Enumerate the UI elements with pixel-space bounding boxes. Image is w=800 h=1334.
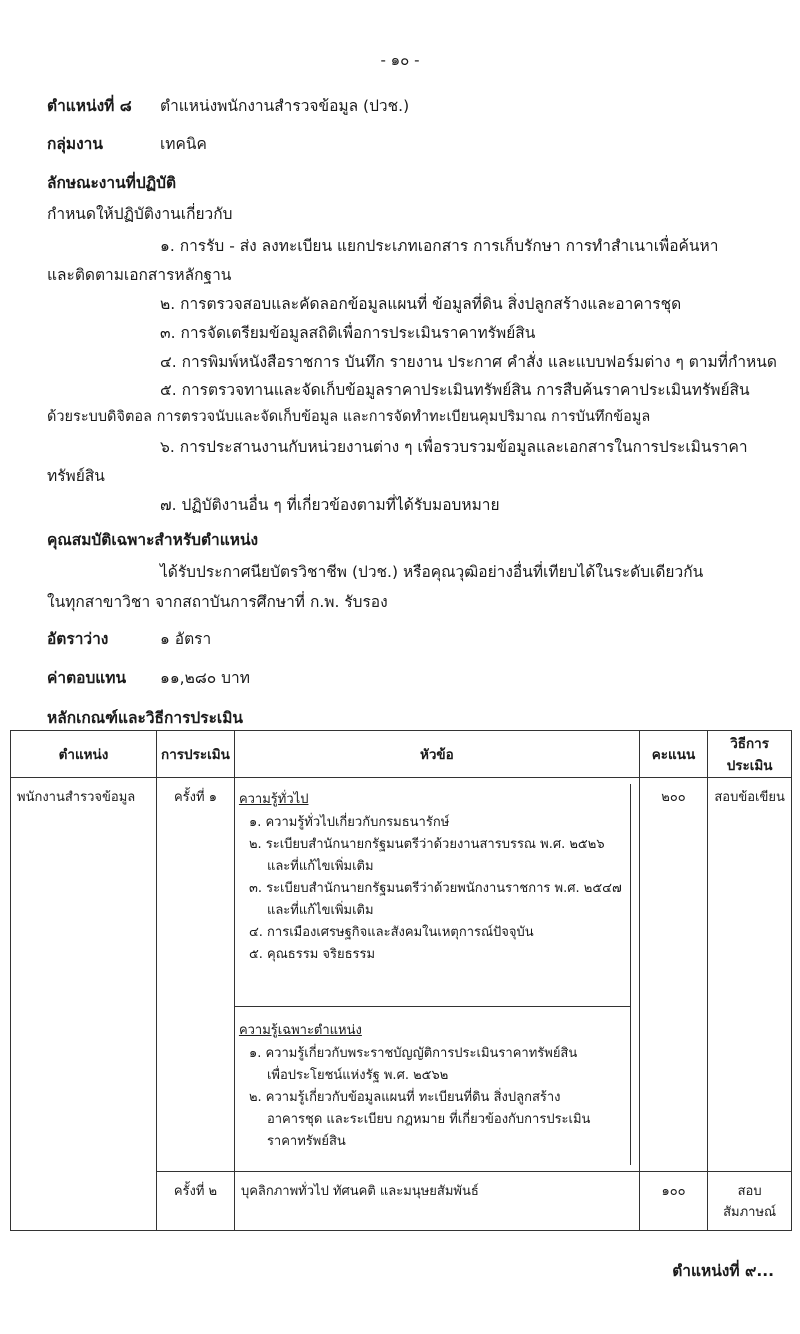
- position-label: ตำแหน่งที่ ๘: [47, 97, 132, 115]
- topic-item: ๑. ความรู้เกี่ยวกับพระราชบัญญัติการประเมินราคาทรัพย์สิน: [248, 1046, 578, 1061]
- vacancy-value: ๑ อัตรา: [160, 630, 212, 648]
- score-cell: ๒๐๐: [639, 778, 707, 1172]
- duty-line: ทรัพย์สิน: [47, 467, 105, 485]
- topic-item: ๑. ความรู้ทั่วไปเกี่ยวกับกรมธนารักษ์: [248, 815, 450, 830]
- topic-item: ๒. ระเบียบสำนักนายกรัฐมนตรีว่าด้วยงานสารบรรณ พ.ศ. ๒๕๒๖: [248, 837, 605, 852]
- group-value: เทคนิค: [160, 135, 207, 153]
- position-title: ตำแหน่งพนักงานสำรวจข้อมูล (ปวช.): [160, 97, 410, 115]
- duties-heading: ลักษณะงานที่ปฏิบัติ: [47, 174, 177, 192]
- topic-item: ๔. การเมืองเศรษฐกิจและสังคมในเหตุการณ์ปัจจุบัน: [248, 925, 534, 940]
- column-header: วิธีการประเมิน: [708, 731, 792, 778]
- method-cell: สอบข้อเขียน: [708, 778, 792, 1172]
- page-number: - ๑๐ -: [380, 51, 420, 69]
- group-label: กลุ่มงาน: [47, 135, 103, 153]
- round-label: ครั้งที่ ๒: [157, 1172, 235, 1231]
- topic-item: และที่แก้ไขเพิ่มเติม: [266, 903, 374, 918]
- topic-item: และที่แก้ไขเพิ่มเติม: [266, 859, 374, 874]
- column-header: คะแนน: [639, 731, 707, 778]
- topic-cell: [234, 778, 639, 1172]
- next-page-indicator: ตำแหน่งที่ ๙...: [672, 1262, 774, 1280]
- topic-title: ความรู้ทั่วไป: [238, 792, 309, 807]
- duty-line: ๗. ปฏิบัติงานอื่น ๆ ที่เกี่ยวข้องตามที่ได้รับมอบหมาย: [160, 496, 500, 514]
- criteria-heading: หลักเกณฑ์และวิธีการประเมิน: [47, 709, 244, 727]
- duty-line: ด้วยระบบดิจิตอล การตรวจนับและจัดเก็บข้อมูล และการจัดทำทะเบียนคุมปริมาณ การบันทึกข้อมูล: [47, 409, 651, 425]
- column-header: การประเมิน: [157, 731, 235, 778]
- specific-knowledge-block: [235, 1007, 631, 1165]
- table-header-row: [11, 731, 792, 778]
- topic-item: เพื่อประโยชน์แห่งรัฐ พ.ศ. ๒๕๖๒: [266, 1068, 449, 1083]
- column-header: หัวข้อ: [234, 731, 639, 778]
- duty-line: ๑. การรับ - ส่ง ลงทะเบียน แยกประเภทเอกสาร การเก็บรักษา การทำสำเนาเพื่อค้นหา: [160, 237, 719, 255]
- duties-intro: กำหนดให้ปฏิบัติงานเกี่ยวกับ: [47, 205, 233, 223]
- general-knowledge-block: [235, 784, 631, 1007]
- round-label: ครั้งที่ ๑: [157, 778, 235, 1172]
- duty-line: ๔. การพิมพ์หนังสือราชการ บันทึก รายงาน ประกาศ คำสั่ง และแบบฟอร์มต่าง ๆ ตามที่กำหนด: [160, 353, 777, 371]
- duty-line: ๕. การตรวจทานและจัดเก็บข้อมูลราคาประเมินทรัพย์สิน การสืบค้นราคาประเมินทรัพย์สิน: [160, 381, 750, 399]
- criteria-table: [10, 730, 792, 1231]
- vacancy-label: อัตราว่าง: [47, 630, 109, 648]
- duty-line: และติดตามเอกสารหลักฐาน: [47, 266, 232, 284]
- duty-line: ๒. การตรวจสอบและคัดลอกข้อมูลแผนที่ ข้อมูลที่ดิน สิ่งปลูกสร้างและอาคารชุด: [160, 295, 682, 313]
- score-cell: ๑๐๐: [639, 1172, 707, 1231]
- topic-item: ๒. ความรู้เกี่ยวกับข้อมูลแผนที่ ทะเบียนที่ดิน สิ่งปลูกสร้าง: [248, 1090, 561, 1105]
- topic-item: อาคารชุด และระเบียบ กฎหมาย ที่เกี่ยวข้องกับการประเมิน: [266, 1112, 591, 1127]
- column-header: ตำแหน่ง: [11, 731, 157, 778]
- position-cell: พนักงานสำรวจข้อมูล: [11, 778, 157, 1231]
- topic-item: ๕. คุณธรรม จริยธรรม: [248, 947, 376, 962]
- qualification-line: ในทุกสาขาวิชา จากสถาบันการศึกษาที่ ก.พ. รับรอง: [47, 593, 388, 611]
- topic-item: ๓. ระเบียบสำนักนายกรัฐมนตรีว่าด้วยพนักงานราชการ พ.ศ. ๒๕๔๗: [248, 881, 622, 896]
- salary-label: ค่าตอบแทน: [47, 669, 127, 687]
- topic-item: ราคาทรัพย์สิน: [266, 1134, 346, 1149]
- topic-title: ความรู้เฉพาะตำแหน่ง: [238, 1023, 362, 1038]
- qualification-line: ได้รับประกาศนียบัตรวิชาชีพ (ปวช.) หรือคุณวุฒิอย่างอื่นที่เทียบได้ในระดับเดียวกัน: [160, 563, 704, 581]
- qualification-heading: คุณสมบัติเฉพาะสำหรับตำแหน่ง: [47, 531, 259, 549]
- method-cell: สอบสัมภาษณ์: [708, 1172, 792, 1231]
- table-row: [11, 778, 792, 1172]
- duty-line: ๖. การประสานงานกับหน่วยงานต่าง ๆ เพื่อรวบรวมข้อมูลและเอกสารในการประเมินราคา: [160, 438, 748, 456]
- duty-line: ๓. การจัดเตรียมข้อมูลสถิติเพื่อการประเมินราคาทรัพย์สิน: [160, 324, 536, 342]
- salary-value: ๑๑,๒๘๐ บาท: [160, 669, 250, 687]
- topic-cell: บุคลิกภาพทั่วไป ทัศนคติ และมนุษยสัมพันธ์: [234, 1172, 639, 1231]
